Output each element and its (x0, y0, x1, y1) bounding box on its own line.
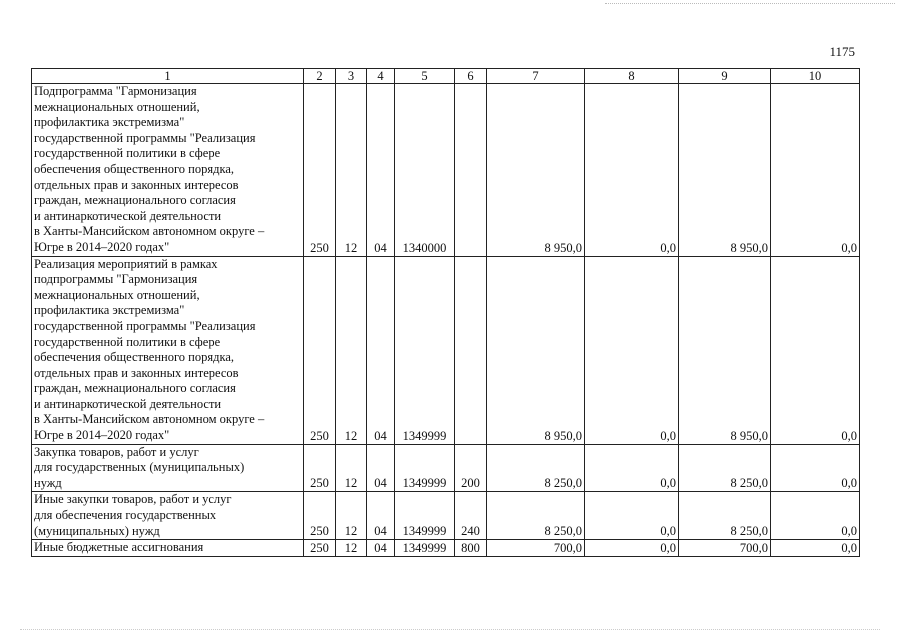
header-cell: 7 (487, 69, 585, 84)
cell-section: 12 (336, 256, 367, 444)
cell-col8: 0,0 (585, 256, 679, 444)
cell-target-article: 1349999 (395, 256, 455, 444)
cell-admin-code: 250 (304, 492, 336, 540)
cell-subsection: 04 (367, 492, 395, 540)
cell-admin-code: 250 (304, 540, 336, 557)
cell-total: 8 250,0 (487, 492, 585, 540)
row-name: Иные бюджетные ассигнования (32, 540, 304, 557)
cell-col8: 0,0 (585, 540, 679, 557)
header-cell: 9 (679, 69, 771, 84)
cell-subsection: 04 (367, 256, 395, 444)
cell-section: 12 (336, 444, 367, 492)
cell-expense-type: 240 (455, 492, 487, 540)
cell-expense-type: 800 (455, 540, 487, 557)
cell-subsection: 04 (367, 84, 395, 257)
cell-col9: 700,0 (679, 540, 771, 557)
header-cell: 10 (771, 69, 860, 84)
cell-expense-type (455, 84, 487, 257)
cell-col10: 0,0 (771, 84, 860, 257)
cell-col10: 0,0 (771, 256, 860, 444)
cell-admin-code: 250 (304, 84, 336, 257)
header-row (32, 69, 860, 84)
cell-subsection: 04 (367, 444, 395, 492)
cell-col9: 8 950,0 (679, 84, 771, 257)
cell-admin-code: 250 (304, 256, 336, 444)
cell-target-article: 1340000 (395, 84, 455, 257)
header-cell: 6 (455, 69, 487, 84)
cell-col8: 0,0 (585, 444, 679, 492)
cell-target-article: 1349999 (395, 492, 455, 540)
row-name: Закупка товаров, работ и услуг для государственных (муниципальных) нужд (32, 444, 304, 492)
header-cell: 4 (367, 69, 395, 84)
cell-total: 8 950,0 (487, 256, 585, 444)
row-name: Подпрограмма "Гармонизация межнациональных отношений, профилактика экстремизма" государственной программы "Реализация государственной политики в сфере обеспечения общественного порядка, отдельных прав и законных интересов граждан, межнационального согласия и антинаркотической деятельности в Ханты-Мансийском автономном округе – Югре в 2014–2020 годах" (32, 84, 304, 257)
page-number: 1175 (829, 44, 855, 59)
cell-section: 12 (336, 540, 367, 557)
cell-section: 12 (336, 84, 367, 257)
scan-artifact-top (605, 3, 895, 4)
table-row (32, 256, 860, 444)
cell-col8: 0,0 (585, 492, 679, 540)
cell-col10: 0,0 (771, 492, 860, 540)
cell-col9: 8 250,0 (679, 492, 771, 540)
header-cell: 5 (395, 69, 455, 84)
cell-section: 12 (336, 492, 367, 540)
cell-total: 700,0 (487, 540, 585, 557)
cell-col10: 0,0 (771, 444, 860, 492)
header-cell: 8 (585, 69, 679, 84)
row-name: Реализация мероприятий в рамках подпрограммы "Гармонизация межнациональных отношений, профилактика экстремизма" государственной программы "Реализация государственной политики в сфере обеспечения общественного порядка, отдельных прав и законных интересов граждан, межнационального согласия и антинаркотической деятельности в Ханты-Мансийском автономном округе – Югре в 2014–2020 годах" (32, 256, 304, 444)
cell-expense-type: 200 (455, 444, 487, 492)
cell-col9: 8 250,0 (679, 444, 771, 492)
cell-target-article: 1349999 (395, 540, 455, 557)
cell-admin-code: 250 (304, 444, 336, 492)
table-row (32, 492, 860, 540)
cell-target-article: 1349999 (395, 444, 455, 492)
table-row (32, 84, 860, 257)
table-row (32, 444, 860, 492)
table-row (32, 540, 860, 557)
scan-artifact-bottom (20, 629, 880, 630)
cell-col10: 0,0 (771, 540, 860, 557)
header-cell: 2 (304, 69, 336, 84)
cell-expense-type (455, 256, 487, 444)
cell-subsection: 04 (367, 540, 395, 557)
cell-col8: 0,0 (585, 84, 679, 257)
budget-table (31, 68, 860, 557)
cell-total: 8 950,0 (487, 84, 585, 257)
header-cell: 1 (32, 69, 304, 84)
cell-total: 8 250,0 (487, 444, 585, 492)
header-cell: 3 (336, 69, 367, 84)
row-name: Иные закупки товаров, работ и услуг для обеспечения государственных (муниципальных) нужд (32, 492, 304, 540)
cell-col9: 8 950,0 (679, 256, 771, 444)
